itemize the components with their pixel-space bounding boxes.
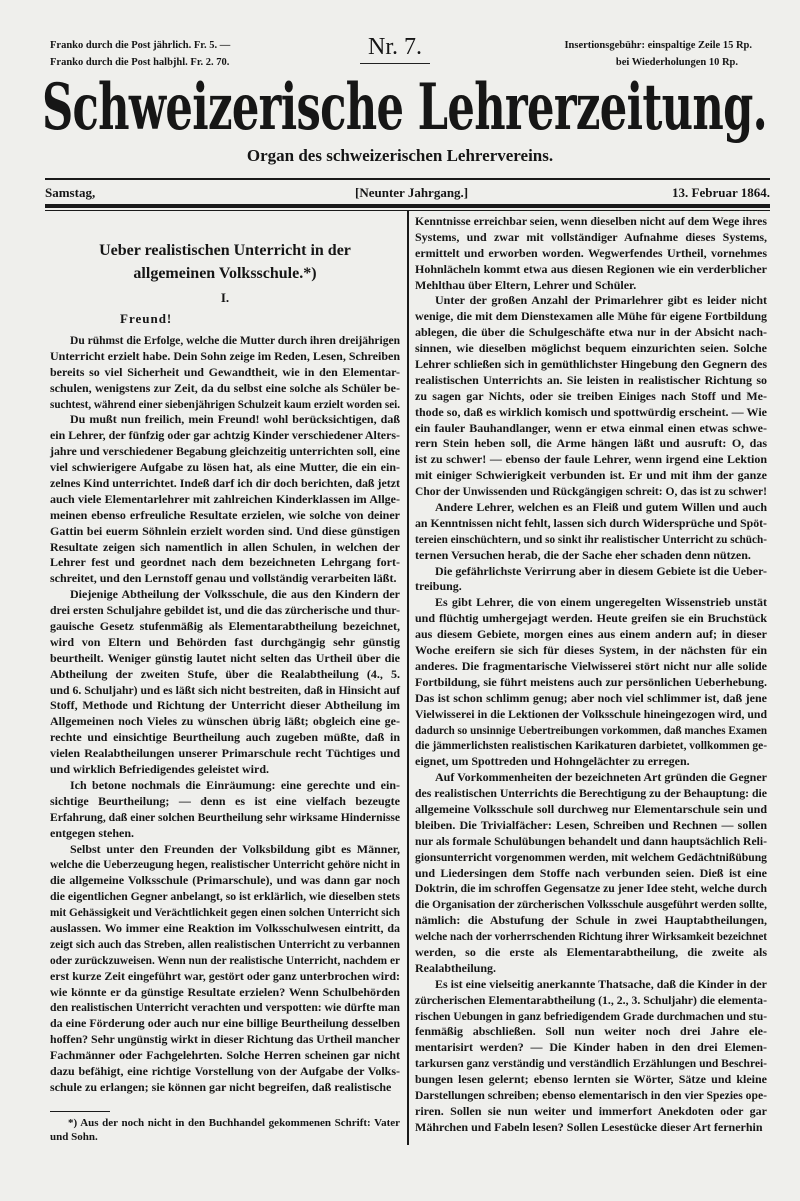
text-line-content: tereien einschüchtern, und so sinkt ihr realistischer Unterricht zu schüch-: [415, 531, 767, 546]
text-line: [50, 492, 400, 508]
text-line-content: Abtheilung der zweiten Stufe, über die Realabtheilung (4., 5.: [50, 666, 400, 681]
dateline: [45, 185, 770, 203]
text-line-content: und Liedersingen dem Stoffe nach verbunden seien. Dieß ist eine: [415, 865, 767, 880]
text-line-content: viel schwierigere Aufgabe zu lösen hat, als eine Mutter, die ein ein-: [50, 460, 400, 475]
weekday: Samstag,: [45, 185, 96, 200]
section-number: I.: [220, 290, 230, 305]
text-line-content: Es ist eine vielseitig anerkannte Thatsache, daß die Kinder in der: [435, 976, 767, 991]
text-line-content: wenige, die mit dem Dienstexamen alle Mühe für eigene Fortbildung: [415, 309, 767, 324]
text-line: [50, 826, 400, 842]
text-line-content: schulen, wenigstens zur Zeit, da du selbst eine solche als Schüler be-: [50, 380, 400, 395]
text-line: [415, 564, 767, 580]
text-line: [50, 698, 400, 714]
text-line: [415, 500, 767, 516]
text-line: [50, 762, 400, 778]
left-column: [50, 333, 400, 1096]
text-line: [50, 635, 400, 651]
text-line: [50, 810, 400, 826]
paragraph: [415, 500, 767, 564]
text-line: [50, 444, 400, 460]
text-line: [415, 421, 767, 437]
text-line-content: zeigt sich auch das Streben, allen realistischen Unterricht zu verbannen: [50, 936, 400, 951]
text-line: [415, 1072, 767, 1088]
text-line-content: wie könnte er da günstige Resultate erzielen? Wenn Schulbehörden: [50, 984, 400, 999]
text-line: [50, 1000, 400, 1016]
text-line: [50, 1048, 400, 1064]
text-line-content: suchtest, während einer siebenjährigen Schulzeit kaum erzielt worden sei.: [50, 396, 400, 411]
paragraph: [50, 842, 400, 1096]
text-line-content: vielen Realabtheilungen unserer Primarschule recht Tüchtiges und: [50, 746, 400, 761]
text-line: [50, 857, 400, 873]
text-line: [50, 683, 400, 699]
text-line: [50, 508, 400, 524]
text-line-content: Lehrer fest und geordnet nach dem bezeichneten Lehrgang fort-: [50, 555, 400, 570]
paragraph: [50, 778, 400, 842]
text-line: [50, 587, 400, 603]
newspaper-title: Schweizerische Lehrerzeitung.: [42, 70, 767, 145]
text-line-content: dazu befähigt, eine richtige Vorstellung von der Aufgabe der Volks-: [50, 1063, 400, 1078]
footnote-line-2: und Sohn.: [50, 1131, 98, 1143]
text-line: [415, 802, 767, 818]
text-line: [50, 985, 400, 1001]
header-rule: [45, 178, 770, 180]
text-line: [50, 381, 400, 397]
text-line: [415, 627, 767, 643]
text-line: [415, 214, 767, 230]
text-line-content: Systems, und zwar mit vollständiger Aufnahme dieses Systems,: [415, 229, 767, 244]
text-line: [415, 770, 767, 786]
text-line-content: gauische Gesetz stufenmäßig als Elementarabtheilung bezeichnet,: [50, 619, 400, 634]
text-line: [50, 969, 400, 985]
text-line: [415, 897, 767, 913]
text-line-content: die jämmerlichsten realistischen Karikaturen darbietet, vollkommen ge-: [415, 738, 767, 753]
text-line: [415, 405, 767, 421]
text-line-content: die allgemeine Volksschule (Primarschule), und was dann gar noch: [50, 873, 400, 888]
text-line-content: Kenntnisse erreichbar seien, wenn dieselben nicht auf dem Wege ihres: [415, 214, 767, 228]
text-line: [415, 341, 767, 357]
text-line-content: und flüchtig umhergejagt werden. Heute greifen sie ein Bruchstück: [415, 611, 767, 626]
text-line: [50, 1032, 400, 1048]
issue-number: Nr. 7.: [360, 34, 430, 64]
text-line: [415, 452, 767, 468]
text-line-content: Ich betone nochmals die Einräumung: eine gerechte und ein-: [70, 777, 400, 792]
text-line-content: allgemeine Volksschule soll durchweg nur Elementarschule sein und: [415, 801, 767, 816]
text-line-content: sinnen, wie dieselben möglichst bequem einzurichten seien. Solche: [415, 341, 767, 356]
text-line-content: nur als formale Schulübungen behandelt und dann hauptsächlich Reli-: [415, 833, 767, 848]
text-line-content: fenmäßig abschließen. Soll nun weiter noch drei Jahre ele-: [415, 1024, 767, 1039]
advertising-rate: Insertionsgebühr: einspaltige Zeile 15 Rp.: [564, 40, 752, 51]
text-line-content: die Organisation der zürcherischen Volksschule ausgeführt werden sollte,: [415, 897, 767, 912]
text-line-content: die eigentlichen Gegner anbelangt, so ist erklärlich, wie dieselben stets: [50, 889, 400, 904]
text-line: [415, 516, 767, 532]
text-line: [415, 484, 767, 500]
text-line: [415, 548, 767, 564]
text-line: [415, 579, 767, 595]
text-line-content: da eine Förderung oder auch nur eine billige Beurtheilung desselben: [50, 1016, 400, 1031]
text-line-content: Realabtheilung.: [415, 960, 497, 975]
text-line-content: rern Stein heben soll, die Arme hängen läßt und ausruft: O, das: [415, 436, 767, 451]
paragraph: [415, 770, 767, 977]
text-line: [50, 603, 400, 619]
text-line: [50, 937, 400, 953]
text-line: [415, 373, 767, 389]
text-line: [415, 357, 767, 373]
text-line: [415, 1040, 767, 1056]
text-line: [415, 643, 767, 659]
paragraph: [50, 333, 400, 412]
text-line: [415, 278, 767, 294]
text-line: [415, 929, 767, 945]
text-line: [415, 723, 767, 739]
text-line-content: erst kurze Zeit eingeführt war, gestört oder ganz unterbrochen wird:: [50, 968, 400, 983]
text-line-content: Hohnlächeln kommt etwa aus diesen Regionen wie ein verderblicher: [415, 261, 767, 276]
text-line: [50, 555, 400, 571]
text-line-content: ein Lehrer, der fünfzig oder gar achtzig Kinder verschiedener Alters-: [50, 428, 400, 443]
text-line-content: bleiben. Die Trivialfächer: Lesen, Schreiben und Rechnen — sollen: [415, 817, 767, 832]
subscription-price-yearly: Franko durch die Post jährlich. Fr. 5. —: [50, 40, 231, 51]
paragraph: [415, 564, 767, 596]
text-line: [415, 1120, 767, 1136]
text-line: [415, 961, 767, 977]
text-line-content: mit Gehässigkeit und Verächtlichkeit gegen einen solchen Unterricht sich: [50, 905, 400, 920]
text-line-content: realistischen Unterrichts an. Sie leisten in realistischer Richtung so: [415, 372, 767, 387]
text-line-content: mentarisirt werden? — Die Kinder haben in den drei Elemen-: [415, 1040, 767, 1055]
text-line-content: Andere Lehrer, welchen es an Fleiß und gutem Willen und auch: [435, 500, 767, 515]
text-line-content: Gattin bei euerm Söhnlein erzielt worden sind. Und diese günstigen: [50, 523, 400, 538]
text-line-content: Allgemeinen noch Vieles zu wünschen übrig läßt; obgleich eine ge-: [50, 714, 400, 729]
text-line: [50, 730, 400, 746]
text-line: [50, 921, 400, 937]
text-line: [50, 1064, 400, 1080]
text-line-content: entgegen stehen.: [50, 825, 134, 840]
text-line-content: zu sagen gar Nichts, oder sie treiben Einiges nach Stoff und Me-: [415, 388, 767, 403]
text-line: [50, 619, 400, 635]
text-line: [50, 1080, 400, 1096]
text-line-content: ist zu schwer! — ebenso der faule Lehrer, wenn irgend eine Lektion: [415, 452, 767, 467]
text-line: [50, 651, 400, 667]
text-line-content: drei ersten Schuljahre gebildet ist, und die das zürcherische und thur-: [50, 603, 400, 618]
text-line-content: thode so, daß es wirklich komisch und spottwürdig erscheint. — Wie: [415, 404, 767, 419]
text-line-content: Doktrin, die im schroffen Gegensatze zu jener Idee steht, welche durch: [415, 881, 767, 896]
paragraph: [415, 595, 767, 770]
paragraph: [415, 293, 767, 500]
text-line: [415, 881, 767, 897]
text-line: [50, 746, 400, 762]
text-line: [415, 532, 767, 548]
article-title-line-1: Ueber realistischen Unterricht in der: [99, 242, 351, 259]
subscription-price-halfyear: Franko durch die Post halbjhl. Fr. 2. 70.: [50, 57, 230, 68]
newspaper-subtitle: Organ des schweizerischen Lehrervereins.: [246, 146, 554, 165]
paragraph: [415, 977, 767, 1136]
text-line: [415, 866, 767, 882]
text-line: [415, 675, 767, 691]
text-line-content: schreitet, und den Lernstoff genau und vollständig verarbeiten läßt.: [50, 571, 397, 586]
text-line: [415, 993, 767, 1009]
text-line-content: ternen Versuchen herab, die der Sache eher schaden denn nützen.: [415, 547, 751, 562]
text-line: [415, 977, 767, 993]
text-line: [50, 794, 400, 810]
text-line: [415, 1056, 767, 1072]
text-line-content: Unter der großen Anzahl der Primarlehrer gibt es leider nicht: [435, 293, 767, 308]
text-line-content: Diejenige Abtheilung der Volksschule, die aus den Kindern der: [70, 587, 400, 602]
text-line-content: des realistischen Unterrichts die Berechtigung zu der Behauptung: die: [415, 786, 767, 801]
text-line: [50, 953, 400, 969]
text-line: [415, 945, 767, 961]
text-line-content: tarkursen ganz verständig und verständlich Erzählungen und Beschrei-: [415, 1056, 767, 1071]
text-line-content: jahre und verschiedener Begabung gleichzeitig unterrichten soll, eine: [50, 444, 400, 459]
text-line-content: und 6. Schuljahr) und es läßt sich nicht bestreiten, daß in Hinsicht auf: [50, 682, 400, 697]
text-line-content: auch viele Elementarlehrer mit zahlreichen Kinderklassen im Allge-: [50, 491, 400, 506]
volume: [Neunter Jahrgang.]: [355, 185, 469, 200]
text-line: [415, 659, 767, 675]
footnote: [50, 1116, 400, 1144]
text-line: [50, 397, 400, 413]
text-line: [415, 309, 767, 325]
text-line-content: Mährchen und Fabeln lesen? Sollen Lesestücke dieser Art fernerhin: [415, 1119, 763, 1134]
text-line-content: dadurch so unsinnige Uebertreibungen vorkommen, daß manches Examen: [415, 722, 767, 737]
text-line-content: zürcherischen Elementarabtheilung (1., 2., 3. Schuljahr) die elementa-: [415, 992, 767, 1007]
text-line: [415, 468, 767, 484]
text-line-content: Das ist schon schlimm genug; aber noch viel schlimmer ist, daß jene: [415, 690, 767, 705]
text-line-content: gionsunterricht vorgenommen werden, mit welchem Gedächtnißübung: [415, 849, 767, 864]
text-line: [415, 691, 767, 707]
text-line-content: Auf Vorkommenheiten der bezeichneten Art gründen die Gegner: [435, 770, 767, 785]
text-line-content: ablegen, die über die Schulgeschäfte etwa nur in der Absicht nach-: [415, 325, 767, 340]
text-line: [415, 436, 767, 452]
text-line-content: anderes. Die fragmentarische Vielwisserei stört nicht nur alle solide: [415, 658, 767, 673]
text-line-content: den realistischen Unterricht verachten und verspotten: wie dürfte man: [50, 1000, 400, 1015]
text-line-content: auslassen. Wo immer eine Reaktion im Volksschulwesen eintritt, da: [50, 920, 400, 935]
text-line: [50, 412, 400, 428]
text-line: [415, 1088, 767, 1104]
text-line-content: Die gefährlichste Verirrung aber in diesem Gebiete ist die Ueber-: [435, 563, 767, 578]
text-line: [50, 571, 400, 587]
text-line-content: treibung.: [415, 579, 462, 594]
text-line: [415, 1104, 767, 1120]
text-line-content: riren. Sollen sie nun weiter und immerfort Anekdoten oder gar: [415, 1103, 767, 1118]
text-line: [415, 738, 767, 754]
text-line: [50, 540, 400, 556]
advertising-rate-repeat: bei Wiederholungen 10 Rp.: [615, 57, 738, 68]
text-line-content: Fachmänner oder Fachgelehrten. Solche Herren scheinen gar nicht: [50, 1048, 400, 1063]
text-line-content: Resultate zeigen sich namentlich in allen Schulen, in welchen der: [50, 539, 400, 554]
text-line: [50, 460, 400, 476]
text-line: [50, 524, 400, 540]
text-line-content: werden, so die erste als Elementarabtheilung, die zweite als: [415, 944, 767, 959]
text-line-content: Chor der Unwissenden und Rückgängigen schreit: O, das ist zu schwer!: [415, 484, 767, 499]
text-line-content: Du rühmst die Erfolge, welche die Mutter durch ihren dreijährigen: [70, 333, 400, 347]
text-line: [415, 850, 767, 866]
footnote-line-1: *) Aus der noch nicht in den Buchhandel gekommenen Schrift: Vater: [68, 1117, 400, 1129]
text-line: [50, 428, 400, 444]
issue-date: 13. Februar 1864.: [672, 185, 770, 200]
text-line-content: Woche ereifern sie sich für dieses System, in der nächsten für ein: [415, 643, 767, 658]
text-line-content: eignet, um Spottreden und Hohngelächter zu erregen.: [415, 754, 690, 769]
text-line: [50, 1016, 400, 1032]
text-line: [415, 611, 767, 627]
text-line: [415, 325, 767, 341]
text-line-content: aus diesem Gebiete, morgen eines aus einem andern auf; in dieser: [415, 627, 767, 642]
text-line-content: ermittelt und erworben worden. Wegwerfendes Urtheil, vornehmes: [415, 245, 767, 260]
text-line-content: Lehrer schließen sich in gemüthlichster Hingebung den Gegnern des: [415, 357, 767, 372]
text-line: [415, 818, 767, 834]
text-line-content: und wirklich Befriedigendes geleistet wird.: [50, 762, 269, 777]
text-line-content: Darstellungen schreiben; ebenso elementarisch in den vier Spezies ope-: [415, 1087, 767, 1102]
text-line-content: schule zu erlangen; sie können gar nicht begreifen, daß realistische: [50, 1079, 392, 1094]
footnote-rule: [50, 1111, 110, 1112]
paragraph: [50, 412, 400, 587]
text-line: [415, 834, 767, 850]
text-line-content: Selbst unter den Freunden der Volksbildung gibt es Männer,: [70, 841, 400, 856]
text-line: [415, 1024, 767, 1040]
text-line: [415, 786, 767, 802]
text-line: [415, 230, 767, 246]
right-column: [415, 214, 767, 1136]
text-line: [415, 246, 767, 262]
text-line-content: Unterricht erzielt habe. Dein Sohn zeige im Reden, Lesen, Schreiben: [50, 348, 400, 363]
text-line: [415, 1009, 767, 1025]
article-title-line-2: allgemeinen Volksschule.*): [133, 265, 317, 282]
text-line-content: welche die Ueberzeugung hegen, realistischer Unterricht gehöre nicht in: [50, 857, 400, 872]
text-line: [415, 707, 767, 723]
text-line-content: meinen ebenso erfreuliche Resultate erzielen, wie solche von deiner: [50, 507, 400, 522]
text-line: [50, 873, 400, 889]
text-line: [50, 714, 400, 730]
text-line-content: Stoff, Methode und Richtung der Unterricht dieser Abtheilung im: [50, 698, 400, 713]
text-line: [50, 476, 400, 492]
text-line-content: rechte und einsichtige Beurtheilung auch zugeben müßte, daß in: [50, 730, 400, 745]
text-line: [50, 333, 400, 349]
text-line-content: zelnes Kind unterrichtet. Indeß darf ich dir doch berichten, daß jetzt: [50, 476, 400, 491]
text-line-content: bereits so viel Sicherheit und Gewandtheit, wie in den Elementar-: [50, 364, 400, 379]
text-line-content: Erfahrung, daß einer solchen Beurtheilung sehr wirksame Hindernisse: [50, 809, 400, 824]
text-line: [415, 595, 767, 611]
text-line-content: bungen lesen gelernt; ebenso lernten sie Wörter, Sätze und kleine: [415, 1072, 767, 1087]
text-line-content: Es gibt Lehrer, die von einem ungeregelten Wissenstrieb unstät: [435, 595, 767, 610]
text-line: [415, 262, 767, 278]
column-divider: [407, 210, 409, 1145]
text-line: [50, 365, 400, 381]
text-line-content: Mehlthau über Eltern, Lehrer und Schüler.: [415, 277, 637, 292]
text-line: [50, 905, 400, 921]
text-line-content: ein fauler Bauhandlanger, wenn er etwa einmal einen etwas schwe-: [415, 420, 767, 435]
text-line-content: Fortbildung, sie führt meistens auch zur persönlichen Ueberhebung.: [415, 674, 767, 689]
text-line: [50, 842, 400, 858]
text-line: [50, 349, 400, 365]
text-line-content: sichtige Beurtheilung; — denn es ist eine vielfach bezeugte: [50, 793, 400, 808]
text-line: [50, 889, 400, 905]
text-line-content: beurtheilt. Weniger günstig lautet nicht selten das Urtheil über die: [50, 650, 400, 665]
text-line-content: hoffen? Sehr ungünstig wirkt in dieser Richtung das Urtheil mancher: [50, 1032, 400, 1047]
text-line-content: welche nach der vorherrschenden Richtung ihrer Wirksamkeit bezeichnet: [415, 929, 767, 944]
text-line: [50, 667, 400, 683]
text-line: [415, 389, 767, 405]
text-line-content: nämlich: die Abstufung der Schule in zwei Hauptabtheilungen,: [415, 913, 767, 928]
text-line-content: wird von Eltern und Behörden fast durchgängig sehr günstig: [50, 634, 400, 649]
salutation: Freund!: [120, 311, 173, 326]
header-double-rule: [45, 204, 770, 208]
text-line: [415, 913, 767, 929]
text-line-content: Vielwisserei in die Lektionen der Volksschule hineingezogen wird, und: [415, 706, 767, 721]
text-line-content: rischen Uebungen in ganz befriedigendem Grade durchmachen und stu-: [415, 1008, 767, 1023]
text-line-content: an Kenntnissen nicht fehlt, lassen sich durch Widersprüche und Spöt-: [415, 515, 767, 530]
text-line-content: Du mußt nun freilich, mein Freund! wohl berücksichtigen, daß: [70, 412, 400, 427]
text-line-content: mit einiger Schwierigkeit verbunden ist. Er und mit ihm der ganze: [415, 468, 767, 483]
paragraph: [415, 214, 767, 293]
text-line-content: oder zurückzuweisen. Wenn nun der realistische Unterricht, nachdem er: [50, 952, 400, 967]
text-line: [50, 778, 400, 794]
text-line: [415, 293, 767, 309]
text-line: [415, 754, 767, 770]
paragraph: [50, 587, 400, 778]
